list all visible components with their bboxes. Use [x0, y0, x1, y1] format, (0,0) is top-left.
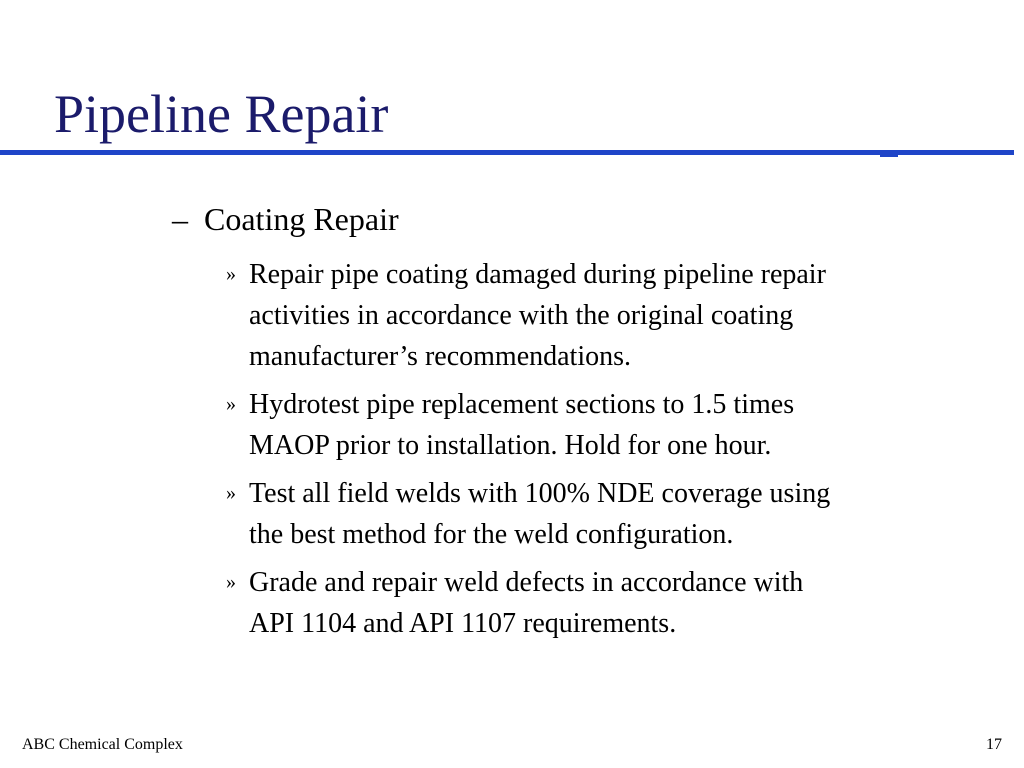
title-underline: [0, 150, 1014, 155]
bullet-marker: »: [226, 571, 236, 593]
bullet-list: [226, 254, 986, 651]
bullet-line: Grade and repair weld defects in accordance with: [249, 567, 804, 598]
bullet-item: [226, 254, 986, 377]
section-heading-text: Coating Repair: [204, 201, 399, 237]
slide-title: Pipeline Repair: [54, 84, 389, 144]
bullet-line: API 1104 and API 1107 requirements.: [249, 608, 677, 639]
bullet-line: Hydrotest pipe replacement sections to 1.5 times: [249, 389, 795, 420]
footer-company: ABC Chemical Complex: [22, 736, 183, 753]
bullet-line: MAOP prior to installation. Hold for one hour.: [249, 430, 772, 461]
section-heading: [172, 198, 399, 240]
bullet-item: [226, 473, 986, 555]
page-number: 17: [986, 736, 1002, 753]
bullet-line: the best method for the weld configuration.: [249, 519, 734, 550]
bullet-item: [226, 562, 986, 644]
title-underline-notch: [880, 155, 898, 157]
bullet-line: Repair pipe coating damaged during pipeline repair: [249, 259, 826, 290]
bullet-line: Test all field welds with 100% NDE coverage using: [249, 478, 831, 509]
bullet-marker: »: [226, 482, 236, 504]
dash-marker: –: [172, 201, 188, 237]
bullet-item: [226, 384, 986, 466]
bullet-line: activities in accordance with the original coating: [249, 300, 794, 331]
bullet-line: manufacturer’s recommendations.: [249, 341, 632, 372]
bullet-marker: »: [226, 393, 236, 415]
bullet-marker: »: [226, 263, 236, 285]
